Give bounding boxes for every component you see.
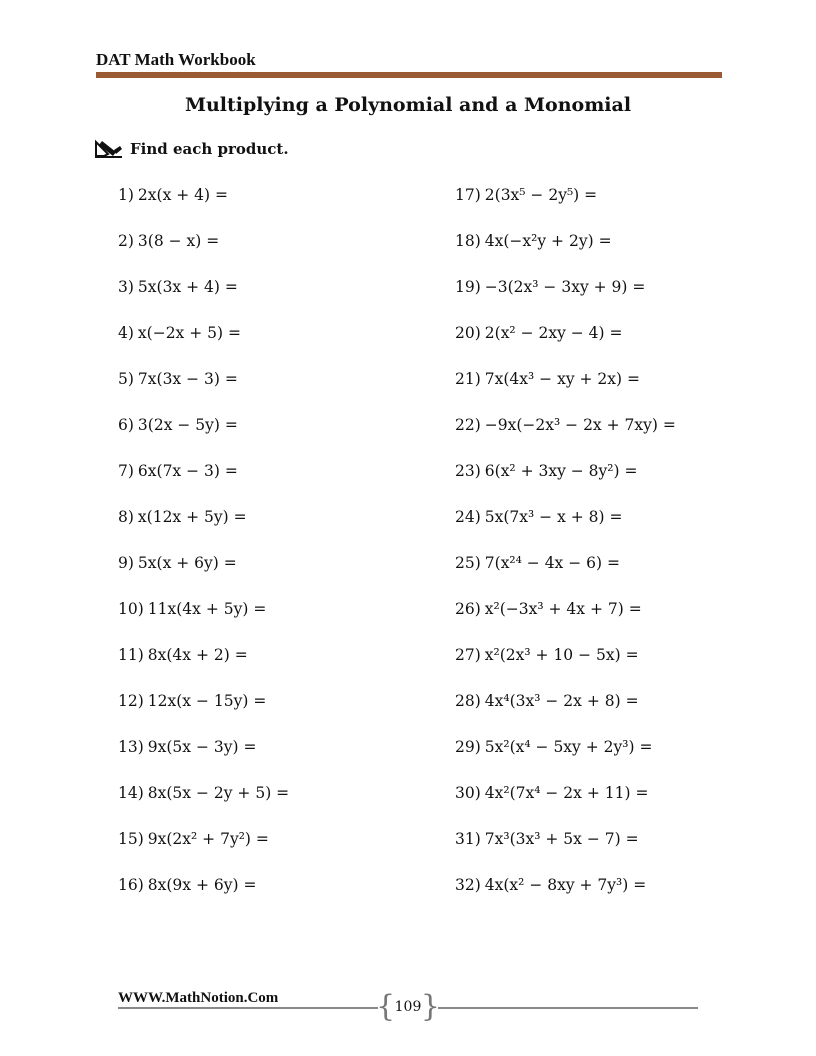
problem-item [118, 323, 289, 369]
problem-item [455, 415, 676, 461]
problem-number: 14) [118, 784, 144, 802]
problem-expression: 7(x²⁴ − 4x − 6) = [484, 554, 620, 572]
problem-number: 9) [118, 554, 134, 572]
problem-item [455, 645, 676, 691]
problem-number: 2) [118, 232, 134, 250]
problem-item [118, 415, 289, 461]
problems-right-column [455, 185, 676, 921]
problem-item [455, 461, 676, 507]
header-rule [96, 72, 722, 78]
problem-expression: 12x(x − 15y) = [147, 692, 267, 710]
problem-item [118, 461, 289, 507]
problem-expression: 6x(7x − 3) = [137, 462, 238, 480]
book-title: DAT Math Workbook [96, 50, 256, 69]
instruction [94, 138, 289, 160]
problem-number: 26) [455, 600, 481, 618]
problem-number: 10) [118, 600, 144, 618]
problem-expression: −3(2x³ − 3xy + 9) = [484, 278, 646, 296]
problem-item [118, 599, 289, 645]
problem-expression: 5x(7x³ − x + 8) = [484, 508, 623, 526]
problem-item [455, 875, 676, 921]
problem-expression: 7x³(3x³ + 5x − 7) = [484, 830, 639, 848]
problem-item [455, 185, 676, 231]
problem-item [118, 277, 289, 323]
problem-number: 19) [455, 278, 481, 296]
problem-expression: 4x⁴(3x³ − 2x + 8) = [484, 692, 639, 710]
problem-number: 13) [118, 738, 144, 756]
problem-number: 23) [455, 462, 481, 480]
problem-number: 30) [455, 784, 481, 802]
problem-number: 11) [118, 646, 144, 664]
problem-number: 20) [455, 324, 481, 342]
problem-expression: x²(2x³ + 10 − 5x) = [484, 646, 639, 664]
problem-expression: 3(2x − 5y) = [137, 416, 238, 434]
problem-item [118, 231, 289, 277]
problems-left-column [118, 185, 289, 921]
problem-item [118, 553, 289, 599]
page-number-box [376, 989, 440, 1024]
instruction-text: Find each product. [130, 140, 289, 158]
problem-number: 24) [455, 508, 481, 526]
problem-number: 18) [455, 232, 481, 250]
problem-item [455, 691, 676, 737]
problem-number: 31) [455, 830, 481, 848]
problem-number: 29) [455, 738, 481, 756]
problem-item [455, 553, 676, 599]
problem-number: 1) [118, 186, 134, 204]
problem-item [455, 369, 676, 415]
problem-expression: 8x(5x − 2y + 5) = [147, 784, 290, 802]
problem-number: 28) [455, 692, 481, 710]
problem-item [455, 599, 676, 645]
problem-number: 8) [118, 508, 134, 526]
right-brace-icon: } [420, 989, 440, 1024]
problem-expression: 8x(9x + 6y) = [147, 876, 257, 894]
problem-number: 6) [118, 416, 134, 434]
problem-item [118, 783, 289, 829]
problem-item [118, 737, 289, 783]
problem-number: 5) [118, 370, 134, 388]
problem-number: 16) [118, 876, 144, 894]
problem-expression: 7x(4x³ − xy + 2x) = [484, 370, 640, 388]
problem-expression: x(12x + 5y) = [137, 508, 247, 526]
problem-item [118, 645, 289, 691]
problem-number: 4) [118, 324, 134, 342]
problem-item [118, 875, 289, 921]
page-heading: Multiplying a Polynomial and a Monomial [184, 94, 632, 116]
footer-website: WWW.MathNotion.Com [118, 990, 279, 1006]
pencil-writing-icon [94, 138, 124, 160]
problem-expression: 9x(2x² + 7y²) = [147, 830, 269, 848]
problem-number: 25) [455, 554, 481, 572]
problem-item [455, 829, 676, 875]
problem-expression: 6(x² + 3xy − 8y²) = [484, 462, 638, 480]
problem-number: 17) [455, 186, 481, 204]
problem-number: 27) [455, 646, 481, 664]
page-number: 109 [394, 999, 422, 1015]
problem-item [455, 507, 676, 553]
problem-item [118, 507, 289, 553]
problem-expression: 2x(x + 4) = [137, 186, 228, 204]
problem-expression: 5x(x + 6y) = [137, 554, 237, 572]
problem-item [118, 829, 289, 875]
problem-expression: 2(3x⁵ − 2y⁵) = [484, 186, 598, 204]
left-brace-icon: { [376, 989, 396, 1024]
problem-expression: 9x(5x − 3y) = [147, 738, 257, 756]
problem-expression: 4x²(7x⁴ − 2x + 11) = [484, 784, 649, 802]
problem-expression: 8x(4x + 2) = [147, 646, 248, 664]
problem-item [118, 369, 289, 415]
problem-number: 32) [455, 876, 481, 894]
problem-item [118, 691, 289, 737]
problem-number: 7) [118, 462, 134, 480]
problem-number: 12) [118, 692, 144, 710]
problem-expression: 11x(4x + 5y) = [147, 600, 267, 618]
problem-expression: 4x(−x²y + 2y) = [484, 232, 612, 250]
problem-expression: 3(8 − x) = [137, 232, 220, 250]
problem-expression: 5x(3x + 4) = [137, 278, 238, 296]
problem-item [118, 185, 289, 231]
problem-expression: x²(−3x³ + 4x + 7) = [484, 600, 642, 618]
problem-expression: 7x(3x − 3) = [137, 370, 238, 388]
problem-number: 15) [118, 830, 144, 848]
problem-number: 3) [118, 278, 134, 296]
problem-expression: 5x²(x⁴ − 5xy + 2y³) = [484, 738, 653, 756]
problem-item [455, 783, 676, 829]
problem-item [455, 737, 676, 783]
problem-item [455, 231, 676, 277]
problem-expression: 4x(x² − 8xy + 7y³) = [484, 876, 647, 894]
problem-item [455, 277, 676, 323]
problem-expression: 2(x² − 2xy − 4) = [484, 324, 623, 342]
problem-expression: −9x(−2x³ − 2x + 7xy) = [484, 416, 676, 434]
problem-number: 21) [455, 370, 481, 388]
problem-item [455, 323, 676, 369]
problem-expression: x(−2x + 5) = [137, 324, 241, 342]
problem-number: 22) [455, 416, 481, 434]
